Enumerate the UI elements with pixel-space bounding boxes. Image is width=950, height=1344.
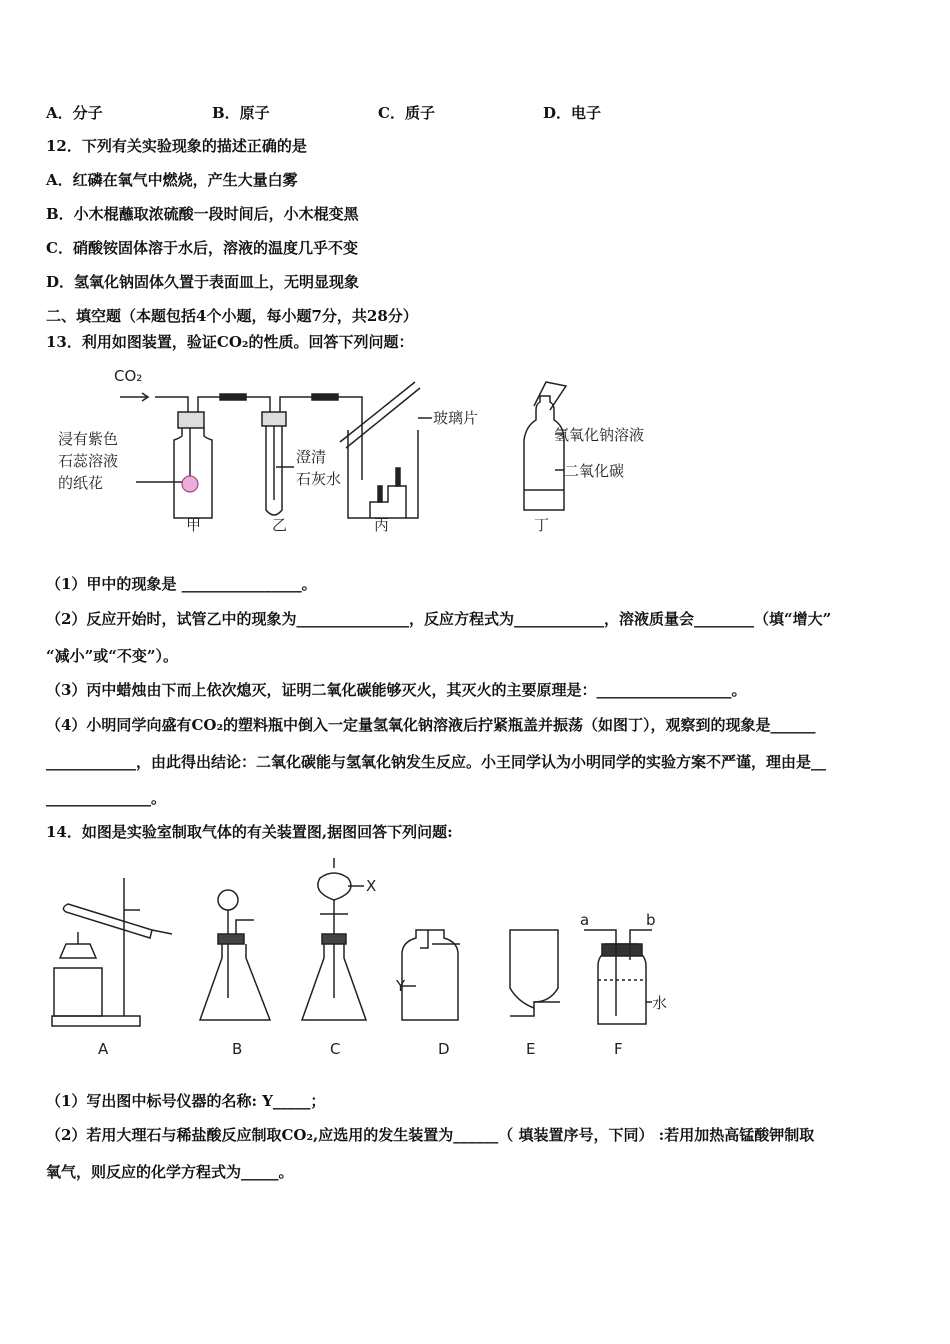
caption-yi: 乙 <box>272 516 288 534</box>
co2-label: CO₂ <box>114 367 143 385</box>
label-water: 水 <box>652 994 668 1012</box>
q13-p2a: （2）反应开始时，试管乙中的现象为_______________，反应方程式为____________，溶液质量会________（填“增大” <box>46 610 832 628</box>
inverted-bottle-e <box>510 930 558 1008</box>
q14-p2a: （2）若用大理石与稀盐酸反应制取CO₂,应选用的发生装置为______（ 填装置序号，下同） :若用加热高锰酸钾制取 <box>46 1126 815 1144</box>
caption-bing: 丙 <box>374 516 390 534</box>
label-x: X <box>366 877 377 895</box>
plastic-bottle-ding <box>524 396 564 510</box>
q12-choice-a: A．红磷在氧气中燃烧，产生大量白雾 <box>46 171 298 189</box>
conical-flask-b <box>200 944 270 1020</box>
label-y: Y <box>396 977 406 995</box>
q13-p4a: （4）小明同学向盛有CO₂的塑料瓶中倒入一定量氢氧化钠溶液后拧紧瓶盖并振荡（如图丁），观察到的现象是______ <box>46 716 816 734</box>
q12-choice-c: C．硝酸铵固体溶于水后，溶液的温度几乎不变 <box>46 239 358 257</box>
q14-stem: 14．如图是实验室制取气体的有关装置图,据图回答下列问题: <box>46 823 453 841</box>
flask-label-2: 石蕊溶液 <box>58 452 119 470</box>
option-a: A．分子 <box>46 104 103 122</box>
q12-choice-b: B．小木棍蘸取浓硫酸一段时间后，小木棍变黑 <box>46 205 359 223</box>
caption-c: C <box>330 1040 341 1058</box>
q14-p2b: 氧气，则反应的化学方程式为_____。 <box>46 1163 294 1181</box>
caption-b: B <box>232 1040 243 1058</box>
q12-stem: 12．下列有关实验现象的描述正确的是 <box>46 137 307 155</box>
stand-base-a <box>52 1016 140 1026</box>
heated-test-tube-a <box>63 904 152 938</box>
q13-p2b: “减小”或“不变”）。 <box>46 647 179 665</box>
caption-d: D <box>438 1040 450 1058</box>
wood-block-a <box>54 968 102 1016</box>
paper-flower-icon <box>182 476 198 492</box>
q13-stem: 13．利用如图装置，验证CO₂的性质。回答下列问题： <box>46 333 414 351</box>
caption-a: A <box>98 1040 109 1058</box>
q14-apparatus-figure <box>40 848 680 1063</box>
tube-label-1: 澄清 <box>296 448 327 466</box>
option-b: B．原子 <box>212 104 270 122</box>
q13-apparatus-figure <box>40 360 680 540</box>
flask-label-1: 浸有紫色 <box>58 430 119 448</box>
label-a: a <box>580 911 590 929</box>
caption-ding: 丁 <box>534 516 550 534</box>
beaker-bing <box>348 430 418 518</box>
flask-label-3: 的纸花 <box>58 474 104 492</box>
co2-bottle-label: 二氧化碳 <box>564 462 625 480</box>
tube-label-2: 石灰水 <box>296 470 342 488</box>
glass-plate-label: 玻璃片 <box>433 409 479 427</box>
long-neck-funnel-b <box>218 890 238 910</box>
q13-p3: （3）丙中蜡烛由下而上依次熄灭，证明二氧化碳能够灭火，其灭火的主要原理是：__________________。 <box>46 681 747 699</box>
q13-p4c: ______________。 <box>46 789 167 807</box>
caption-e: E <box>526 1040 536 1058</box>
q12-choice-d: D．氢氧化钠固体久置于表面皿上，无明显现象 <box>46 273 360 291</box>
separatory-funnel-c <box>318 873 351 900</box>
label-b: b <box>646 911 656 929</box>
wash-bottle-jia <box>174 428 212 518</box>
option-c: C．质子 <box>378 104 435 122</box>
q14-p1: （1）写出图中标号仪器的名称: Y_____； <box>46 1092 326 1110</box>
naoh-label: 氢氧化钠溶液 <box>554 426 645 444</box>
caption-jia: 甲 <box>186 516 202 534</box>
caption-f: F <box>614 1040 623 1058</box>
q13-p1: （1）甲中的现象是 ________________。 <box>46 575 317 593</box>
section-heading: 二、填空题（本题包括4个小题，每小题7分，共28分） <box>46 307 418 325</box>
option-d: D．电子 <box>543 104 602 122</box>
q13-p4b: ____________，由此得出结论：二氧化碳能与氢氧化钠发生反应。小王同学认为小明同学的实验方案不严谨，理由是__ <box>46 753 827 771</box>
